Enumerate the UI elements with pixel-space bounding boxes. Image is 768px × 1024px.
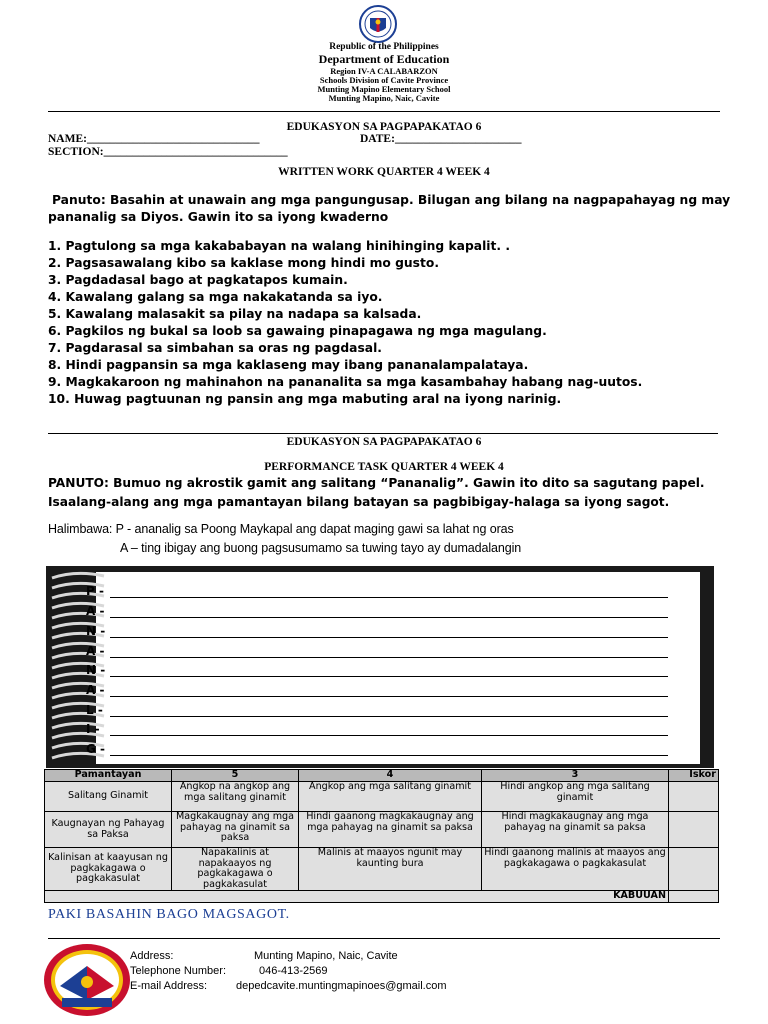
reminder-text: PAKI BASAHIN BAGO MAGSAGOT. bbox=[48, 907, 290, 922]
list-item: 4. Kawalang galang sa mga nakakatanda sa iyo. bbox=[48, 290, 383, 304]
address-line: Munting Mapino, Naic, Cavite bbox=[328, 93, 440, 103]
written-work-instructions-1: Panuto: Basahin at unawain ang mga pangungusap. Bilugan ang bilang na nagpapahayag ng may bbox=[52, 193, 731, 207]
region-line: Region IV-A CALABARZON bbox=[330, 66, 438, 76]
column-header: 4 bbox=[299, 770, 482, 782]
table-cell: Hindi gaanong malinis at maayos ang pagkakagawa o pagkakasulat bbox=[482, 848, 669, 891]
footer-phone-value: 046-413-2569 bbox=[259, 965, 328, 977]
example-line-1: Halimbawa: P - ananalig sa Poong Maykapal ang dapat maging gawi sa lahat ng oras bbox=[48, 522, 514, 536]
list-item: 10. Huwag pagtuunan ng pansin ang mga mabuting aral na iyong narinig. bbox=[48, 392, 562, 406]
section-label: SECTION: bbox=[48, 146, 104, 158]
division-line: Schools Division of Cavite Province bbox=[319, 75, 449, 85]
list-item: 8. Hindi pagpansin sa mga kaklaseng may ibang pananalampalataya. bbox=[48, 358, 529, 372]
list-item: 2. Pagsasawalang kibo sa kaklase mong hindi mo gusto. bbox=[48, 256, 440, 270]
acrostic-letter: A - bbox=[86, 604, 105, 618]
answer-line[interactable] bbox=[110, 716, 668, 717]
acrostic-row[interactable] bbox=[86, 722, 668, 740]
divider bbox=[48, 938, 720, 939]
section-line: ________________________________ bbox=[103, 146, 288, 158]
deped-seal-icon bbox=[355, 4, 401, 44]
table-row bbox=[45, 848, 719, 891]
list-item: 6. Pagkilos ng bukal sa loob sa gawaing pinapagawa ng mga magulang. bbox=[48, 324, 547, 338]
list-item: 1. Pagtulong sa mga kakababayan na walang hinihinging kapalit. . bbox=[48, 239, 511, 253]
table-cell: Hindi magkakaugnay ang mga pahayag na ginamit sa paksa bbox=[482, 812, 669, 848]
answer-line[interactable] bbox=[110, 617, 668, 618]
score-cell[interactable] bbox=[669, 812, 719, 848]
acrostic-row[interactable] bbox=[86, 604, 668, 622]
table-header-row bbox=[45, 770, 719, 782]
footer-address-value: Munting Mapino, Naic, Cavite bbox=[254, 950, 398, 962]
table-cell: Magkakaugnay ang mga pahayag na ginamit sa paksa bbox=[172, 812, 299, 848]
department-line: Department of Education bbox=[318, 52, 450, 66]
acrostic-letter: A - bbox=[86, 644, 105, 658]
date-label: DATE: bbox=[360, 133, 395, 145]
table-cell: Napakalinis at napakaayos ng pagkakagawa o pagkakasulat bbox=[172, 848, 299, 891]
performance-task-title: PERFORMANCE TASK QUARTER 4 WEEK 4 bbox=[264, 461, 504, 473]
list-item: 7. Pagdarasal sa simbahan sa oras ng pagdasal. bbox=[48, 341, 382, 355]
total-score-cell[interactable] bbox=[669, 891, 719, 903]
divider bbox=[48, 433, 718, 434]
section-field[interactable] bbox=[48, 146, 288, 158]
written-work-instructions-2: pananalig sa Diyos. Gawin ito sa iyong kwaderno bbox=[48, 210, 389, 224]
criterion-cell: Kalinisan at kaayusan ng pagkakagawa o pagkakasulat bbox=[45, 848, 172, 891]
answer-line[interactable] bbox=[110, 657, 668, 658]
acrostic-letter: I - bbox=[86, 722, 100, 736]
column-header: Iskor bbox=[669, 770, 719, 782]
republic-line: Republic of the Philippines bbox=[329, 42, 439, 52]
date-field[interactable] bbox=[360, 133, 521, 145]
school-logo-icon bbox=[42, 942, 132, 1018]
pt-subject-title: EDUKASYON SA PAGPAPAKATAO 6 bbox=[286, 436, 482, 448]
acrostic-row[interactable] bbox=[86, 624, 668, 642]
column-header: 5 bbox=[172, 770, 299, 782]
answer-line[interactable] bbox=[110, 735, 668, 736]
score-cell[interactable] bbox=[669, 782, 719, 812]
footer-email-value[interactable]: depedcavite.muntingmapinoes@gmail.com bbox=[236, 980, 447, 992]
footer-phone-label: Telephone Number: bbox=[130, 965, 227, 977]
acrostic-row[interactable] bbox=[86, 742, 668, 760]
total-row bbox=[45, 891, 719, 903]
acrostic-letter: L - bbox=[86, 703, 103, 717]
table-cell: Malinis at maayos ngunit may kaunting bura bbox=[299, 848, 482, 891]
acrostic-row[interactable] bbox=[86, 584, 668, 602]
acrostic-letter: N - bbox=[86, 624, 106, 638]
name-label: NAME: bbox=[48, 133, 87, 145]
pt-instructions-2: Isaalang-alang ang mga pamantayan bilang batayan sa pagbibigay-halaga sa iyong sagot. bbox=[48, 495, 670, 509]
list-item: 5. Kawalang malasakit sa pilay na nadapa sa kalsada. bbox=[48, 307, 422, 321]
date-line: ______________________ bbox=[394, 133, 522, 145]
school-line: Munting Mapino Elementary School bbox=[317, 84, 451, 94]
column-header: Pamantayan bbox=[45, 770, 172, 782]
table-cell: Angkop ang mga salitang ginamit bbox=[299, 782, 482, 812]
table-cell: Angkop na angkop ang mga salitang ginamit bbox=[172, 782, 299, 812]
spiral-ring bbox=[52, 573, 104, 578]
acrostic-letter: G - bbox=[86, 742, 106, 756]
name-field[interactable] bbox=[48, 133, 259, 145]
table-cell: Hindi angkop ang mga salitang ginamit bbox=[482, 782, 669, 812]
rubric-table bbox=[44, 769, 719, 903]
answer-line[interactable] bbox=[110, 597, 668, 598]
divider bbox=[48, 111, 720, 112]
column-header: 3 bbox=[482, 770, 669, 782]
answer-line[interactable] bbox=[110, 696, 668, 697]
pt-instructions-1: PANUTO: Bumuo ng akrostik gamit ang salitang “Pananalig”. Gawin ito dito sa sagutang papel. bbox=[48, 476, 705, 490]
acrostic-row[interactable] bbox=[86, 644, 668, 662]
acrostic-letter: N - bbox=[86, 663, 106, 677]
table-row bbox=[45, 782, 719, 812]
total-label: KABUUAN bbox=[45, 891, 669, 903]
list-item: 3. Pagdadasal bago at pagkatapos kumain. bbox=[48, 273, 348, 287]
acrostic-letter: A - bbox=[86, 683, 105, 697]
footer-email-label: E-mail Address: bbox=[130, 980, 208, 992]
example-line-2: A – ting ibigay ang buong pagsusumamo sa tuwing tayo ay dumadalangin bbox=[120, 541, 522, 555]
table-row bbox=[45, 812, 719, 848]
answer-line[interactable] bbox=[110, 755, 668, 756]
footer-address-label: Address: bbox=[130, 950, 174, 962]
acrostic-letter: P - bbox=[86, 584, 104, 598]
list-item: 9. Magkakaroon ng mahinahon na pananalita sa mga kasambahay habang nag-uutos. bbox=[48, 375, 643, 389]
name-line: ______________________________ bbox=[86, 133, 260, 145]
subject-title: EDUKASYON SA PAGPAPAKATAO 6 bbox=[286, 121, 482, 133]
table-cell: Hindi gaanong magkakaugnay ang mga pahayag na ginamit sa paksa bbox=[299, 812, 482, 848]
acrostic-row[interactable] bbox=[86, 683, 668, 701]
criterion-cell: Kaugnayan ng Pahayag sa Paksa bbox=[45, 812, 172, 848]
answer-line[interactable] bbox=[110, 637, 668, 638]
written-work-title: WRITTEN WORK QUARTER 4 WEEK 4 bbox=[278, 166, 490, 178]
answer-line[interactable] bbox=[110, 676, 668, 677]
acrostic-row[interactable] bbox=[86, 703, 668, 721]
criterion-cell: Salitang Ginamit bbox=[45, 782, 172, 812]
score-cell[interactable] bbox=[669, 848, 719, 891]
acrostic-row[interactable] bbox=[86, 663, 668, 681]
